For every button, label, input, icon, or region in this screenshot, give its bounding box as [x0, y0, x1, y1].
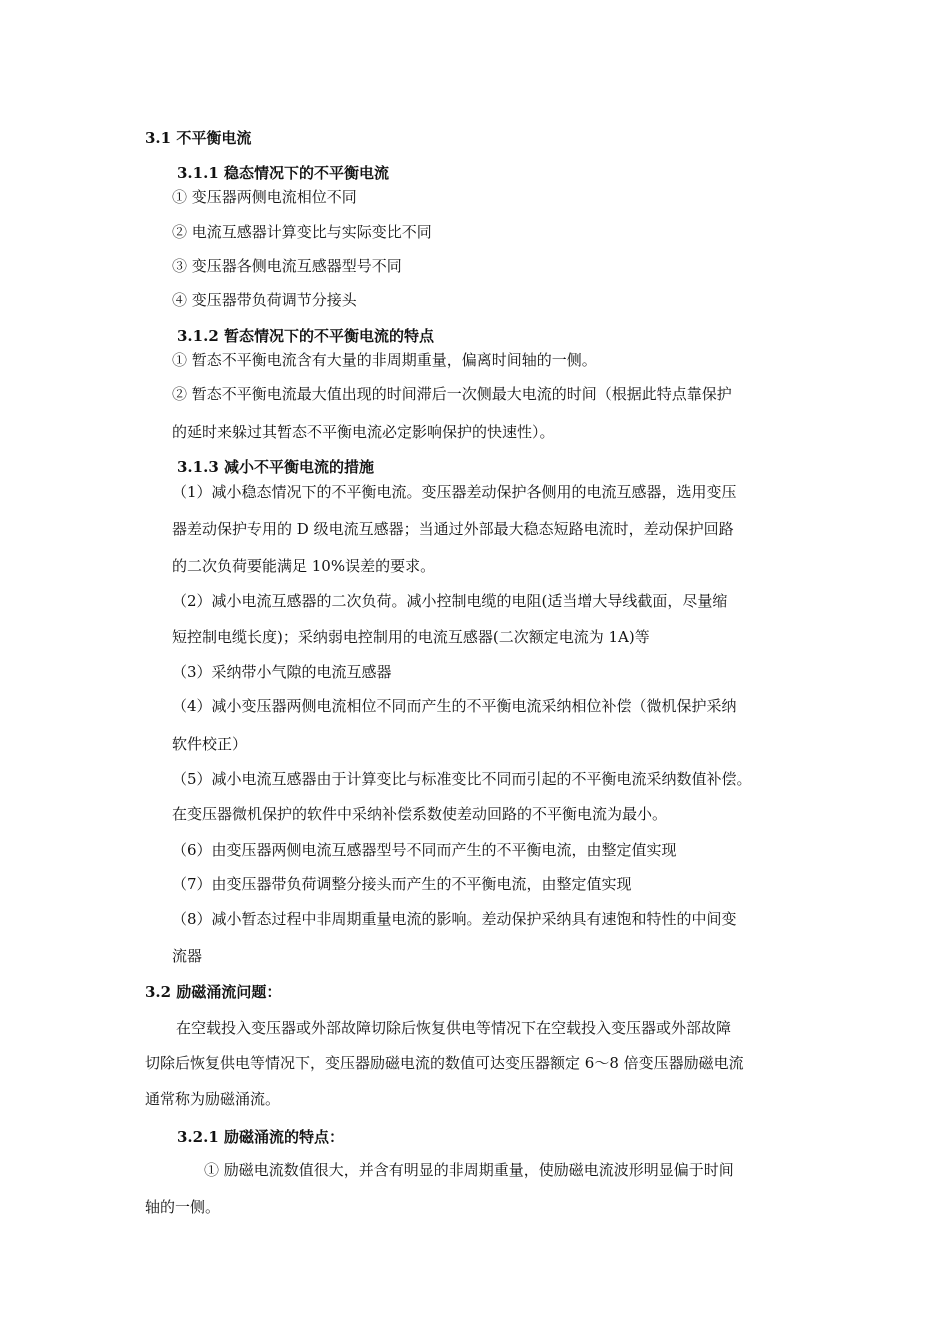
section-3-1-heading: 3.1 不平衡电流 — [145, 129, 252, 147]
section-3-1-2-heading: 3.1.2 暂态情况下的不平衡电流的特点 — [177, 327, 434, 345]
paragraph-line: 轴的一侧。 — [145, 1198, 221, 1216]
list-item: ② 电流互感器计算变比与实际变比不同 — [172, 223, 432, 241]
text-line: 流器 — [172, 947, 203, 965]
text-line: 短控制电缆长度)；采纳弱电控制用的电流互感器(二次额定电流为 1A)等 — [172, 628, 650, 646]
text-line: （2）减小电流互感器的二次负荷。减小控制电缆的电阻(适当增大导线截面，尽量缩 — [172, 592, 728, 610]
text-line: （7）由变压器带负荷调整分接头而产生的不平衡电流，由整定值实现 — [172, 875, 632, 893]
paragraph-line: 通常称为励磁涌流。 — [145, 1090, 281, 1108]
text-line: 器差动保护专用的 D 级电流互感器；当通过外部最大稳态短路电流时，差动保护回路 — [172, 520, 734, 538]
paragraph-line: 在空载投入变压器或外部故障切除后恢复供电等情况下在空载投入变压器或外部故障 — [176, 1019, 732, 1037]
text-line: （8）减小暂态过程中非周期重量电流的影响。差动保护采纳具有速饱和特性的中间变 — [172, 910, 737, 928]
paragraph-line: ① 励磁电流数值很大，并含有明显的非周期重量，使励磁电流波形明显偏于时间 — [204, 1161, 734, 1179]
section-3-2-1-heading: 3.2.1 励磁涌流的特点： — [177, 1128, 344, 1146]
text-line: 在变压器微机保护的软件中采纳补偿系数使差动回路的不平衡电流为最小。 — [172, 805, 668, 823]
list-item: ④ 变压器带负荷调节分接头 — [172, 291, 357, 309]
list-item: ① 变压器两侧电流相位不同 — [172, 188, 357, 206]
section-3-1-3-heading: 3.1.3 减小不平衡电流的措施 — [177, 458, 374, 476]
list-item-continuation: 的延时来躲过其暂态不平衡电流必定影响保护的快速性）。 — [172, 423, 555, 441]
text-line: 软件校正） — [172, 735, 248, 753]
list-item: ① 暂态不平衡电流含有大量的非周期重量，偏离时间轴的一侧。 — [172, 351, 597, 369]
paragraph-line: 切除后恢复供电等情况下，变压器励磁电流的数值可达变压器额定 6～8 倍变压器励磁电流 — [145, 1054, 744, 1072]
text-line: 的二次负荷要能满足 10%误差的要求。 — [172, 557, 436, 575]
section-3-1-1-heading: 3.1.1 稳态情况下的不平衡电流 — [177, 164, 389, 182]
text-line: （1）减小稳态情况下的不平衡电流。变压器差动保护各侧用的电流互感器，选用变压 — [172, 483, 737, 501]
text-line: （3）采纳带小气隙的电流互感器 — [172, 663, 392, 681]
list-item: ② 暂态不平衡电流最大值出现的时间滞后一次侧最大电流的时间（根据此特点靠保护 — [172, 385, 732, 403]
list-item: ③ 变压器各侧电流互感器型号不同 — [172, 257, 402, 275]
section-3-2-heading: 3.2 励磁涌流问题： — [145, 983, 282, 1001]
text-line: （6）由变压器两侧电流互感器型号不同而产生的不平衡电流，由整定值实现 — [172, 841, 677, 859]
text-line: （4）减小变压器两侧电流相位不同而产生的不平衡电流采纳相位补偿（微机保护采纳 — [172, 697, 737, 715]
text-line: （5）减小电流互感器由于计算变比与标准变比不同而引起的不平衡电流采纳数值补偿。 — [172, 770, 752, 788]
